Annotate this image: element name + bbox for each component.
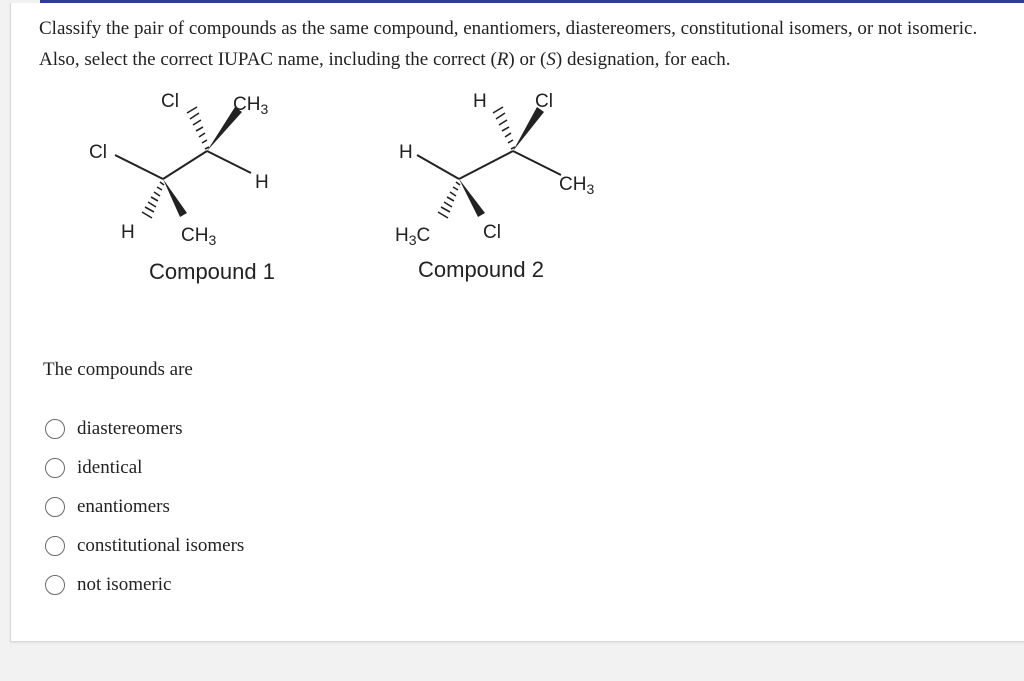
question-card — [10, 3, 1024, 642]
option-identical[interactable] — [45, 448, 244, 487]
c1-label-right: H — [255, 172, 269, 193]
answer-options — [45, 409, 244, 604]
c2-backbone-bond — [459, 151, 513, 179]
c1-label-left: Cl — [89, 142, 107, 163]
c1-label-bottom-right: $CH_3$ — [181, 225, 217, 248]
option-label: identical — [77, 456, 143, 478]
c1-hash-bottom — [142, 182, 164, 218]
compound-2-structure — [395, 91, 594, 282]
question-line-2: Also, select the correct IUPAC name, including the correct (R) or (S) designation, for each. — [39, 49, 731, 70]
option-label: constitutional isomers — [77, 534, 245, 556]
c2-wedge-bottom — [459, 179, 485, 217]
c2-label-top-left: H — [473, 91, 487, 112]
c2-label-top-right: Cl — [535, 91, 553, 112]
c2-label-bottom-left: $H_3C$ — [395, 225, 431, 248]
option-not-isomeric[interactable] — [45, 565, 244, 604]
c2-hash-bottom — [438, 182, 460, 218]
option-constitutional-isomers[interactable] — [45, 526, 244, 565]
radio-button[interactable] — [45, 536, 65, 556]
radio-button[interactable] — [45, 575, 65, 595]
c2-label-left: H — [399, 142, 413, 163]
c2-label-bottom-right: Cl — [483, 222, 501, 243]
c1-hash-top — [187, 107, 209, 149]
answer-prompt: The compounds are — [43, 359, 193, 380]
compound-2-name: Compound 2 — [418, 257, 544, 282]
option-label: diastereomers — [77, 417, 183, 439]
compound-1-name: Compound 1 — [149, 259, 275, 284]
c1-label-bottom-left: H — [121, 222, 135, 243]
compound-1-structure — [89, 91, 275, 284]
c1-label-top-left: Cl — [161, 91, 179, 112]
c2-hash-top — [493, 107, 515, 149]
structures-figure — [11, 3, 1024, 303]
option-label: not isomeric — [77, 573, 172, 595]
c2-wedge-top — [513, 107, 544, 151]
option-diastereomers[interactable] — [45, 409, 244, 448]
option-label: enantiomers — [77, 495, 170, 517]
radio-button[interactable] — [45, 419, 65, 439]
c1-wedge-bottom — [163, 179, 187, 217]
c1-backbone-bond — [163, 151, 207, 179]
c1-label-top-right: $CH_3$ — [233, 94, 269, 117]
option-enantiomers[interactable] — [45, 487, 244, 526]
c2-label-right: $CH_3$ — [559, 174, 595, 197]
question-line-1: Classify the pair of compounds as the same compound, enantiomers, diastereomers, constitutional isomers, or not isomeric. — [39, 18, 978, 39]
radio-button[interactable] — [45, 497, 65, 517]
radio-button[interactable] — [45, 458, 65, 478]
